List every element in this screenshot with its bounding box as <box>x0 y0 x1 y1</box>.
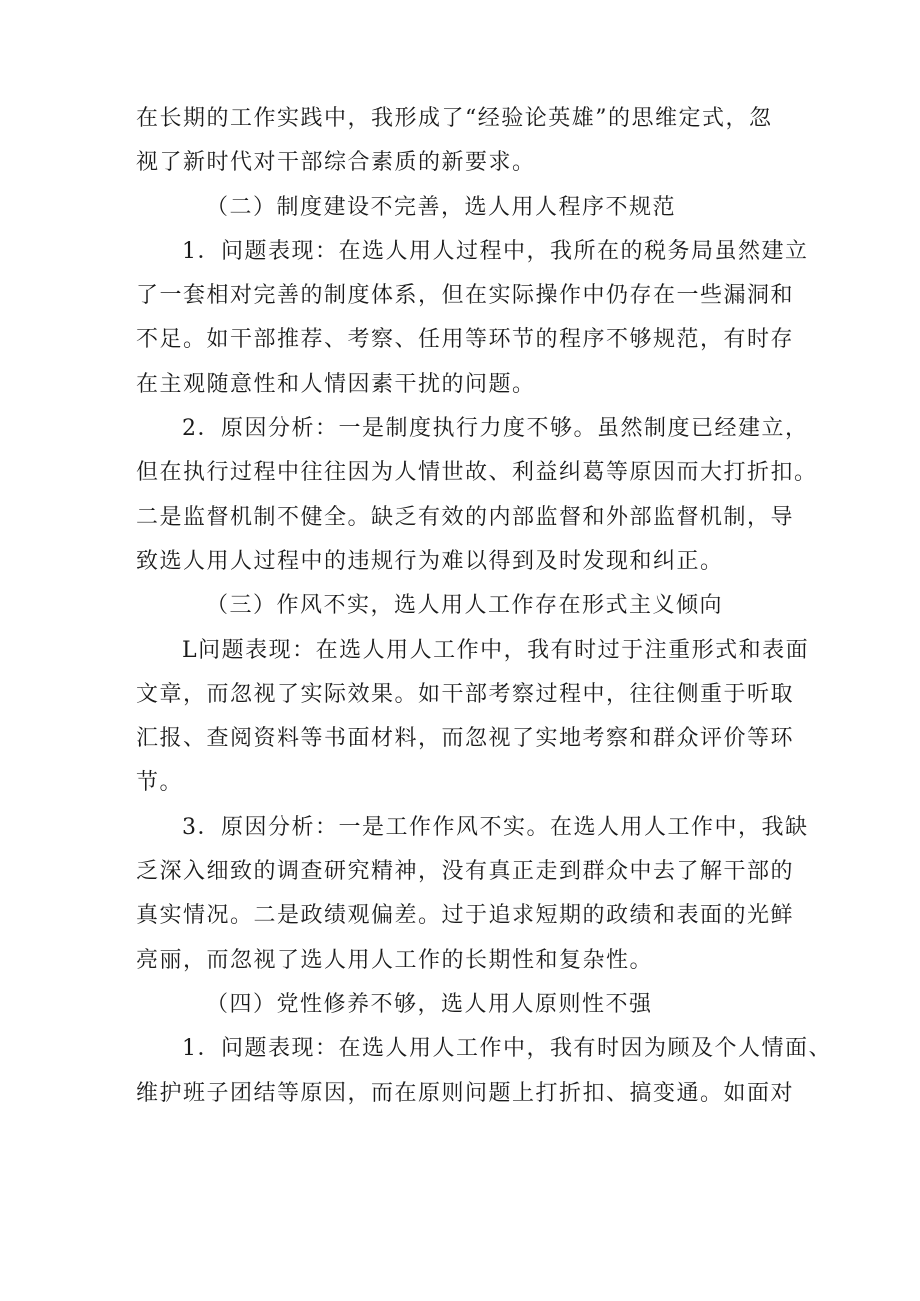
body-line: 节。 <box>136 770 184 796</box>
body-line: 亮丽，而忽视了选人用人工作的长期性和复杂性。 <box>136 947 654 973</box>
body-line: 维护班子团结等原因，而在原则问题上打折扣、搞变通。如面对 <box>136 1080 795 1106</box>
body-line: 1．问题表现：在选人用人工作中，我有时因为顾及个人情面、 <box>182 1036 832 1062</box>
section-heading: （四）党性修养不够，选人用人原则性不强 <box>206 991 653 1017</box>
body-line: 文章，而忽视了实际效果。如干部考察过程中，往往侧重于听取 <box>136 681 795 707</box>
body-line: 在长期的工作实践中，我形成了“经验论英雄”的思维定式，忽 <box>136 106 773 131</box>
body-line: 但在执行过程中往往因为人情世故、利益纠葛等原因而大打折扣。 <box>136 460 818 486</box>
section-heading: （二）制度建设不完善，选人用人程序不规范 <box>206 194 677 220</box>
body-line: 2．原因分析：一是制度执行力度不够。虽然制度已经建立， <box>182 416 809 442</box>
document-body <box>136 97 832 1116</box>
body-line: 视了新时代对干部综合素质的新要求。 <box>136 150 536 176</box>
body-line: 乏深入细致的调查研究精神，没有真正走到群众中去了解干部的 <box>136 859 795 885</box>
body-line: 二是监督机制不健全。缺乏有效的内部监督和外部监督机制，导 <box>136 504 795 530</box>
body-line: 在主观随意性和人情因素干扰的问题。 <box>136 371 536 397</box>
body-line: L问题表现：在选人用人工作中，我有时过于注重形式和表面 <box>182 637 810 663</box>
body-line: 致选人用人过程中的违规行为难以得到及时发现和纠正。 <box>136 548 724 574</box>
body-line: 汇报、查阅资料等书面材料，而忽视了实地考察和群众评价等环 <box>136 726 795 752</box>
body-line: 真实情况。二是政绩观偏差。过于追求短期的政绩和表面的光鲜 <box>136 903 795 929</box>
section-heading: （三）作风不实，选人用人工作存在形式主义倾向 <box>206 593 724 619</box>
body-line: 1．问题表现：在选人用人过程中，我所在的税务局虽然建立 <box>182 238 809 264</box>
body-line: 3．原因分析：一是工作作风不实。在选人用人工作中，我缺 <box>182 814 809 840</box>
body-line: 了一套相对完善的制度体系，但在实际操作中仍存在一些漏洞和 <box>136 283 795 309</box>
body-line: 不足。如干部推荐、考察、任用等环节的程序不够规范，有时存 <box>136 327 795 353</box>
